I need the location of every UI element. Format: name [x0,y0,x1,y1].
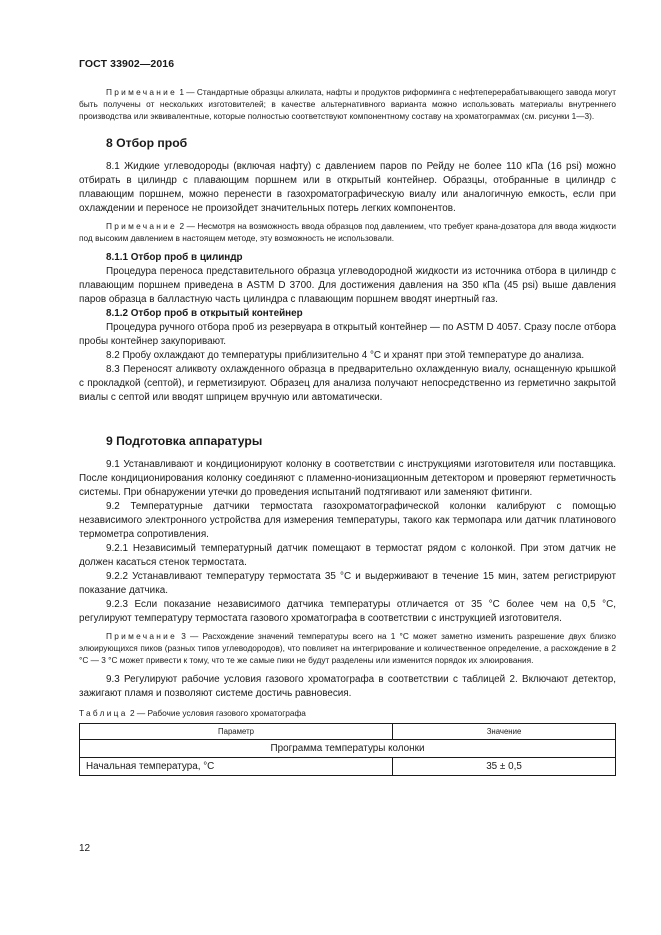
column-header-value: Значение [393,724,616,740]
document-id-header: ГОСТ 33902—2016 [79,58,175,70]
paragraph-8-1-1: Процедура переноса представительного образца углеводородной жидкости из источника отбора в цилиндр с плавающим поршнем приведена в ASTM D 3700. Для достижения давления на 350 кПа (45 psi) выше давления паров образца в балластную часть цилиндра с плавающим поршнем вводят инертный газ. [79,266,616,305]
table-section-cell: Программа температуры колонки [80,740,616,758]
paragraph-8-1-2: Процедура ручного отбора проб из резервуара в открытый контейнер — по ASTM D 4057. Сразу после отбора пробы контейнер закупоривают. [79,322,616,347]
subsection-8-1-1-title: 8.1.1 Отбор проб в цилиндр [106,252,243,263]
note-label: Примечание [106,631,178,641]
column-header-parameter: Параметр [80,724,393,740]
section-8-title: 8 Отбор проб [106,136,188,150]
paragraph-8-1: 8.1 Жидкие углеводороды (включая нафту) с давлением паров по Рейду не более 110 кПа (16 psi) можно отбирать в цилиндр с плавающим поршнем или в открытый контейнер. Образцы, отобранные в цилиндр с плавающим поршнем, можно перенести в газохроматографическую виалу или аналогичную емкость, если при охлаждении и переносе не произойдет значительных потерь легких компонентов. [79,161,616,214]
page-number: 12 [79,843,91,854]
paragraph-9-2-1: 9.2.1 Независимый температурный датчик помещают в термостат рядом с колонкой. При этом датчик не должен касаться стенок термостата. [79,543,616,568]
paragraph-9-1: 9.1 Устанавливают и кондиционируют колонку в соответствии с инструкциями изготовителя или поставщика. После кондиционирования колонку соединяют с пламенно-ионизационным детектором и проверяют герметичность системы. При обнаружении утечки до проведения испытаний подтягивают или заменяют фитинги. [79,459,616,498]
table-header-row [80,724,616,740]
table-caption-text: 2 — Рабочие условия газового хроматографа [127,708,306,718]
table-2 [79,723,616,776]
subsection-8-1-2-title: 8.1.2 Отбор проб в открытый контейнер [106,308,303,319]
table-section-row [80,740,616,758]
note-3 [79,630,616,666]
table-label: Таблица [79,708,128,718]
paragraph-8-3: 8.3 Переносят аликвоту охлажденного образца в предварительно охлажденную виалу, оснащенную крышкой с прокладкой (септой), и герметизируют. Образец для анализа получают непосредственно из герметично закрытой виалы с септой или вводят шприцем вручную или автоматически. [79,364,616,403]
note-text: 2 — Несмотря на возможность ввода образцов под давлением, что требует крана-дозатора для ввода жидкости под высоким давлением в настоящем методе, эту возможность не использовали. [79,221,616,243]
section-9-title: 9 Подготовка аппаратуры [106,434,263,448]
paragraph-9-3: 9.3 Регулируют рабочие условия газового хроматографа в соответствии с таблицей 2. Включают детектор, зажигают пламя и позволяют системе достичь равновесия. [79,674,616,699]
table-cell-value: 35 ± 0,5 [393,758,616,776]
paragraph-9-2-2: 9.2.2 Устанавливают температуру термостата 35 °С и выдерживают в течение 15 мин, затем регистрируют показание датчика. [79,571,616,596]
paragraph-9-2: 9.2 Температурные датчики термостата газохроматографической колонки калибруют с помощью независимого электронного устройства для измерения температуры, такого как термопара или датчик платинового термометра сопротивления. [79,501,616,540]
note-2 [79,220,616,244]
note-label: Примечание [106,87,178,97]
table-2-caption [79,707,616,719]
table-row [80,758,616,776]
paragraph-9-2-3: 9.2.3 Если показание независимого датчика температуры отличается от 35 °С более чем на 0,5 °С, регулируют температуру термостата газового хроматографа в соответствии с инструкцией изготовителя. [79,599,616,624]
note-label: Примечание [106,221,178,231]
note-text: 3 — Расхождение значений температуры всего на 1 °С может заметно изменить разрешение двух близко элюирующихся пиков (разных типов углеводородов), что повлияет на интегрирование и количественное определение, а расхождение в 2 °С — 3 °С может привести к тому, что те же самые пики не будут разделены или изменится порядок их элюирования. [79,631,616,665]
page-content [79,86,616,776]
note-1 [79,86,616,122]
paragraph-8-2: 8.2 Пробу охлаждают до температуры приблизительно 4 °С и хранят при этой температуре до анализа. [106,350,585,361]
note-text: 1 — Стандартные образцы алкилата, нафты и продуктов риформинга с нефтеперерабатывающего завода могут быть получены от нескольких изготовителей; в качестве альтернативного варианта можно использовать материалы внутреннего производства или эквивалентные, которые полностью соответствуют компонентному составу на хроматограммах (см. рисунки 1—3). [79,87,616,121]
table-cell-parameter: Начальная температура, °С [80,758,393,776]
